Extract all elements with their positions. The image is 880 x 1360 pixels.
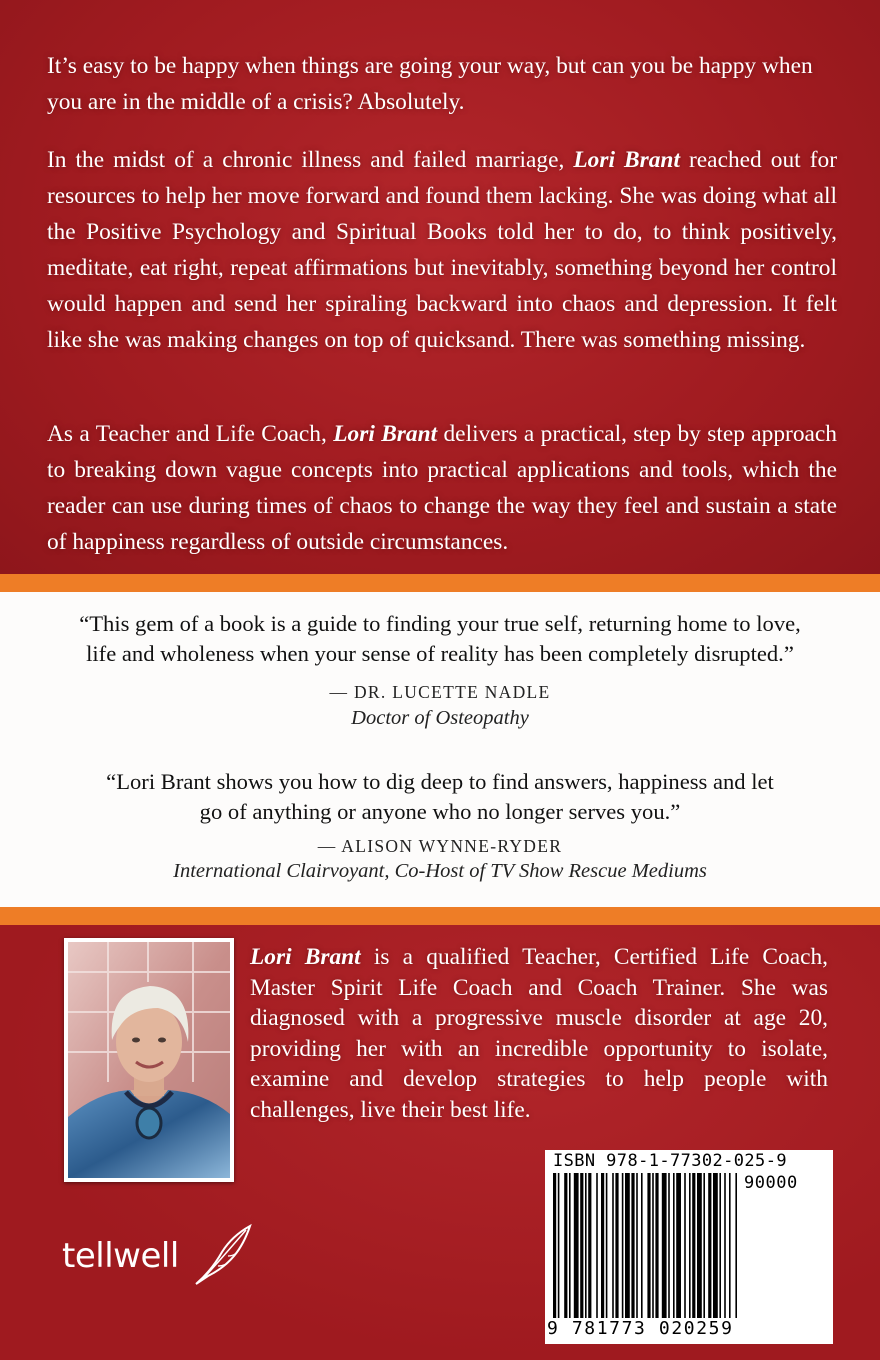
isbn-label: ISBN 978-1-77302-025-9 <box>553 1151 787 1171</box>
barcode-bar <box>569 1173 571 1318</box>
barcode-bar <box>558 1173 560 1318</box>
barcode-bar <box>647 1173 650 1318</box>
intro-paragraph-1: It’s easy to be happy when things are going your way, but can you be happy when you are in the middle of a crisis? Absolutely. <box>47 53 813 115</box>
barcode-bar <box>612 1173 614 1318</box>
quote-2-attribution: — ALISON WYNNE-RYDER <box>317 836 563 856</box>
barcode-bar <box>601 1173 604 1318</box>
quote-1-role: Doctor of Osteopathy <box>351 707 529 729</box>
barcode-bar <box>724 1173 726 1318</box>
barcode-bar <box>574 1173 579 1318</box>
barcode-bar <box>596 1173 598 1318</box>
barcode-bar <box>641 1173 643 1318</box>
isbn-barcode <box>551 1173 831 1323</box>
quote-1-attribution: — DR. LUCETTE NADLE <box>329 682 551 702</box>
author-name: Lori Brant <box>250 944 361 970</box>
ean-digits: 9 781773 020259 <box>547 1318 734 1339</box>
author-name: Lori Brant <box>333 421 438 447</box>
barcode-bar <box>668 1173 670 1318</box>
orange-divider-bottom <box>0 907 880 925</box>
barcode-bar <box>652 1173 654 1318</box>
barcode-bar <box>708 1173 711 1318</box>
orange-divider-top <box>0 574 880 592</box>
barcode-bar <box>676 1173 681 1318</box>
intro-paragraph-3: As a Teacher and Life Coach, Lori Brant delivers a practical, step by step approach to breaking down vague concepts into practical applications and tools, which the reader can use during times of chaos to change the way they feel and sustain a state of happiness regardless of outside circumstances. <box>47 421 837 555</box>
quote-1-line-1: “This gem of a book is a guide to finding your true self, returning home to love, <box>79 611 801 636</box>
author-bio: Lori Brant is a qualified Teacher, Certified Life Coach, Master Spirit Life Coach and Coach Trainer. She was diagnosed with a progressive muscle disorder at age 20, providing her with an incredible opportunity to isolate, examine and develop strategies to help people with challenges, live their best life. <box>250 944 828 1123</box>
quote-1-line-2: life and wholeness when your sense of reality has been completely disrupted.” <box>86 641 794 666</box>
barcode-bar <box>553 1173 556 1318</box>
barcode-bar <box>588 1173 591 1318</box>
barcode-bar <box>580 1173 583 1318</box>
barcode-bar <box>697 1173 702 1318</box>
author-name: Lori Brant <box>573 147 680 173</box>
barcode-bar <box>719 1173 721 1318</box>
barcode-bar <box>625 1173 630 1318</box>
barcode-bar <box>631 1173 634 1318</box>
barcode-bar <box>673 1173 675 1318</box>
author-photo <box>64 938 234 1182</box>
quill-icon <box>188 1222 258 1292</box>
price-code: 90000 <box>744 1173 798 1193</box>
barcode-bar <box>689 1173 691 1318</box>
barcode-bar <box>606 1173 608 1318</box>
barcode-bar <box>655 1173 658 1318</box>
barcode-bar <box>636 1173 638 1318</box>
quote-2-line-2: go of anything or anyone who no longer serves you.” <box>199 799 681 824</box>
barcode-bar <box>713 1173 718 1318</box>
barcode-bar <box>662 1173 667 1318</box>
barcode-bar <box>615 1173 618 1318</box>
barcode-bar <box>684 1173 686 1318</box>
publisher-logo: tellwell <box>62 1236 179 1276</box>
quote-2-line-1: “Lori Brant shows you how to dig deep to find answers, happiness and let <box>106 769 774 794</box>
barcode-bar <box>703 1173 705 1318</box>
quote-2-role: International Clairvoyant, Co-Host of TV Show Rescue Mediums <box>173 860 707 882</box>
author-portrait-image <box>68 942 230 1178</box>
intro-paragraph-2: In the midst of a chronic illness and failed marriage, Lori Brant reached out for resources to help her move forward and found them lacking. She was doing what all the Positive Psychology and Spiritual Books told her to do, to think positively, meditate, eat right, repeat affirmations but inevitably, something beyond her control would happen and send her spiraling backward into chaos and depression. It felt like she was making changes on top of quicksand. There was something missing. <box>47 147 837 353</box>
barcode-bar <box>735 1173 737 1318</box>
barcode-bar <box>692 1173 695 1318</box>
barcode-bar <box>729 1173 731 1318</box>
barcode-bar <box>564 1173 567 1318</box>
barcode-bar <box>622 1173 624 1318</box>
barcode-bar <box>585 1173 587 1318</box>
